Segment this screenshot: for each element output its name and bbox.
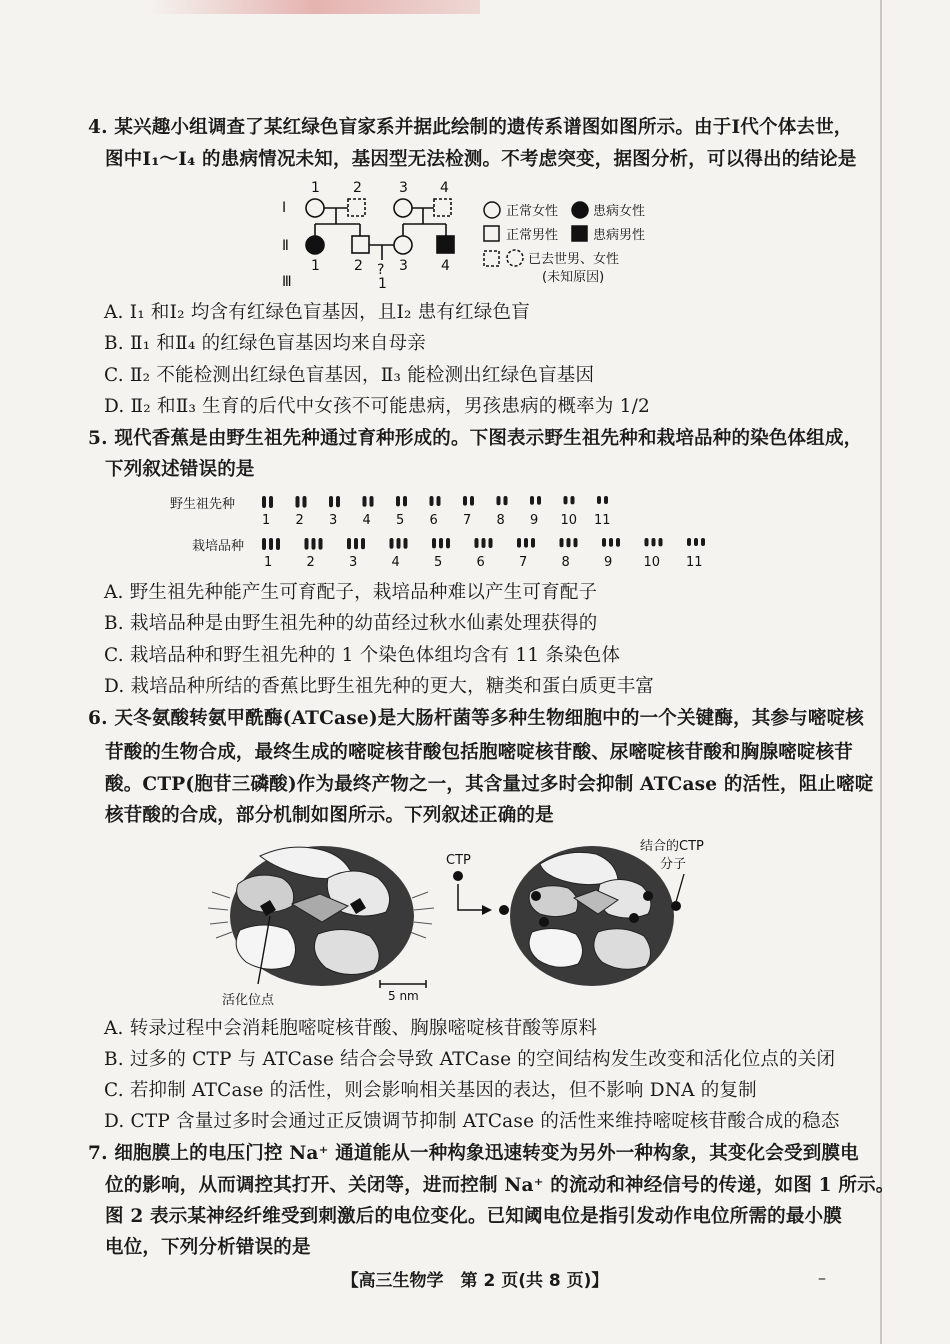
- gen1-ind3-deceased-female: [394, 199, 412, 217]
- cultivated-chromosome: [517, 538, 521, 548]
- q6-stem-line3: 酸。CTP(胞苷三磷酸)作为最终产物之一，其含量过多时会抑制 ATCase 的活性，阻止嘧啶: [105, 774, 874, 795]
- wild-chromosome-number: 3: [329, 513, 338, 528]
- cultivated-chromosome: [482, 538, 486, 548]
- ctp-molecule-icon: [453, 871, 463, 881]
- q6-option-a: A. 转录过程中会消耗胞嘧啶核苷酸、胸腺嘧啶核苷酸等原料: [104, 1018, 598, 1039]
- wild-chromosome-number: 10: [560, 513, 578, 528]
- wild-chromosome-number: 4: [362, 513, 371, 528]
- cultivated-chromosome-number: 8: [561, 555, 570, 570]
- wild-chromosome: [504, 496, 508, 505]
- gen1-num3: 3: [399, 180, 408, 196]
- bound-ctp-label-2: 分子: [660, 857, 687, 872]
- legend-deceased-note: (未知原因): [542, 270, 605, 285]
- gen2-ind4-affected-male: [437, 236, 454, 253]
- q6-stem-line1: 6. 天冬氨酸转氨甲酰酶(ATCase)是大肠杆菌等多种生物细胞中的一个关键酶，其参与嘧啶核: [88, 708, 864, 729]
- cultivated-chromosome: [560, 538, 564, 547]
- wild-chromosome: [262, 496, 266, 508]
- cultivated-chromosome: [645, 538, 649, 546]
- gen2-num3: 3: [399, 258, 408, 274]
- cultivated-chromosome: [602, 538, 606, 547]
- active-site-label: 活化位点: [222, 993, 275, 1008]
- cultivated-chromosome: [652, 538, 656, 546]
- wild-chromosome-number: 9: [530, 513, 539, 528]
- q5-option-d: D. 栽培品种所结的香蕉比野生祖先种的更大，糖类和蛋白质更丰富: [104, 676, 655, 697]
- q5-option-b: B. 栽培品种是由野生祖先种的幼苗经过秋水仙素处理获得的: [104, 613, 598, 634]
- cultivated-chromosome: [397, 538, 401, 549]
- legend-normal-female: 正常女性: [506, 204, 559, 219]
- wild-chromosome-number: 6: [429, 513, 438, 528]
- atcase-inhibited-structure: [499, 846, 681, 986]
- gen3-num1: 1: [378, 276, 387, 290]
- atcase-active-structure: [208, 846, 434, 986]
- legend-normal-male: 正常男性: [506, 228, 559, 243]
- cultivated-chromosome: [524, 538, 528, 548]
- cultivated-chromosome: [531, 538, 535, 548]
- q5-option-a: A. 野生祖先种能产生可育配子，栽培品种难以产生可育配子: [104, 582, 598, 603]
- wild-chromosome: [437, 496, 441, 506]
- page-edge: [880, 0, 882, 1344]
- wild-species-label: 野生祖先种: [170, 497, 236, 512]
- pedigree-chart: [270, 178, 690, 290]
- legend-affected-male-icon: [572, 226, 587, 241]
- cultivated-chromosome: [404, 538, 408, 549]
- cultivated-chromosome: [489, 538, 493, 548]
- cultivated-chromosome-number: 5: [434, 555, 443, 570]
- wild-chromosome: [430, 496, 434, 506]
- wild-chromosome: [303, 496, 307, 508]
- cultivated-chromosome: [609, 538, 613, 547]
- cultivated-chromosome: [574, 538, 578, 547]
- cultivated-chromosome: [390, 538, 394, 549]
- footer-dash: –: [818, 1268, 826, 1287]
- wild-chromosome-number: 11: [594, 513, 611, 528]
- cultivated-chromosome: [694, 538, 698, 546]
- wild-chromosome: [537, 496, 541, 505]
- cultivated-chromosome-number: 11: [686, 555, 703, 570]
- cultivated-chromosome: [616, 538, 620, 547]
- wild-chromosome: [571, 496, 575, 504]
- cultivated-chromosome: [432, 538, 436, 548]
- cultivated-chromosome: [567, 538, 571, 547]
- scale-bar-label: 5 nm: [388, 989, 419, 1003]
- q4-option-b: B. Ⅱ₁ 和Ⅱ₄ 的红绿色盲基因均来自母亲: [104, 333, 426, 354]
- gen2-ind1-affected-female: [306, 236, 324, 254]
- cultivated-chromosome-number: 10: [643, 555, 661, 570]
- wild-chromosome: [269, 496, 273, 508]
- wild-chromosome: [597, 496, 601, 504]
- wild-chromosome-number: 1: [262, 513, 271, 528]
- cultivated-chromosome: [475, 538, 479, 548]
- q5-option-c: C. 栽培品种和野生祖先种的 1 个染色体组均含有 11 条染色体: [104, 645, 621, 666]
- q6-stem-line4: 核苷酸的合成，部分机制如图所示。下列叙述正确的是: [105, 805, 554, 826]
- wild-chromosome-number: 2: [295, 513, 304, 528]
- gen2-num2: 2: [354, 258, 363, 274]
- q7-stem-line4: 电位，下列分析错误的是: [105, 1237, 311, 1258]
- cultivated-chromosome: [446, 538, 450, 548]
- wild-chromosome: [463, 496, 467, 506]
- cultivated-chromosome-number: 6: [476, 555, 485, 570]
- wild-chromosome-number: 8: [496, 513, 505, 528]
- legend-affected-female: 患病女性: [593, 204, 646, 219]
- wild-chromosome: [470, 496, 474, 506]
- cultivated-chromosome: [269, 538, 273, 550]
- cultivated-chromosome: [659, 538, 663, 546]
- gen3-unknown: ?: [377, 262, 385, 278]
- gen2-label: Ⅱ: [282, 238, 289, 254]
- legend-affected-male: 患病男性: [593, 228, 646, 243]
- gen2-ind3-normal-female: [394, 236, 412, 254]
- legend-deceased-female-icon: [507, 250, 523, 266]
- gen3-label: Ⅲ: [282, 274, 292, 290]
- cultivated-chromosome: [319, 538, 323, 550]
- legend-deceased-male-icon: [484, 251, 499, 266]
- q7-stem-line2: 位的影响，从而调控其打开、关闭等，进而控制 Na⁺ 的流动和神经信号的传递，如图 1 所示。: [105, 1175, 895, 1196]
- wild-chromosome: [370, 496, 374, 507]
- q5-stem-line1: 5. 现代香蕉是由野生祖先种通过育种形成的。下图表示野生祖先种和栽培品种的染色体组成，: [88, 428, 863, 449]
- legend-normal-female-icon: [484, 202, 500, 218]
- cultivated-chromosome: [687, 538, 691, 546]
- legend-deceased: 已去世男、女性: [528, 252, 620, 267]
- wild-chromosome: [296, 496, 300, 508]
- cultivated-chromosome: [701, 538, 705, 546]
- wild-chromosome: [403, 496, 407, 506]
- gen2-ind2-normal-male: [352, 236, 369, 253]
- gen1-num4: 4: [440, 180, 449, 196]
- wild-chromosome-number: 7: [463, 513, 472, 528]
- gen1-num2: 2: [353, 180, 362, 196]
- page-footer: 【高三生物学 第 2 页(共 8 页)】: [341, 1271, 609, 1291]
- wild-chromosome: [564, 496, 568, 504]
- header-stamp-smudge: [150, 0, 480, 14]
- gen1-num1: 1: [311, 180, 320, 196]
- bound-ctp-label-1: 结合的CTP: [640, 839, 704, 854]
- gen1-ind1-deceased-female: [306, 199, 324, 217]
- cultivated-chromosome: [305, 538, 309, 550]
- cultivated-chromosome: [262, 538, 266, 550]
- q7-stem-line3: 图 2 表示某神经纤维受到刺激后的电位变化。已知阈电位是指引发动作电位所需的最小膜: [105, 1206, 842, 1227]
- cultivated-chromosome: [276, 538, 280, 550]
- q4-option-c: C. Ⅱ₂ 不能检测出红绿色盲基因，Ⅱ₃ 能检测出红绿色盲基因: [104, 365, 595, 386]
- q4-stem-line1: 4. 某兴趣小组调查了某红绿色盲家系并据此绘制的遗传系谱图如图所示。由于Ⅰ代个体去世，: [88, 117, 853, 138]
- q6-stem-line2: 苷酸的生物合成，最终生成的嘧啶核苷酸包括胞嘧啶核苷酸、尿嘧啶核苷酸和胸腺嘧啶核苷: [105, 742, 854, 763]
- wild-chromosome: [363, 496, 367, 507]
- wild-chromosome-number: 5: [396, 513, 405, 528]
- wild-chromosome: [336, 496, 340, 507]
- cultivated-chromosome-number: 1: [264, 555, 273, 570]
- q4-stem-line2: 图中Ⅰ₁～Ⅰ₄ 的患病情况未知，基因型无法检测。不考虑突变，据图分析，可以得出的结论是: [105, 149, 857, 170]
- gen2-num1: 1: [311, 258, 320, 274]
- ctp-label: CTP: [446, 853, 471, 868]
- cultivated-label: 栽培品种: [192, 539, 245, 554]
- gen1-label: Ⅰ: [282, 200, 287, 216]
- cultivated-chromosome-number: 7: [519, 555, 528, 570]
- q6-option-b: B. 过多的 CTP 与 ATCase 结合会导致 ATCase 的空间结构发生改变和活化位点的关闭: [104, 1049, 836, 1070]
- cultivated-chromosome: [312, 538, 316, 550]
- cultivated-chromosome: [347, 538, 351, 549]
- wild-chromosome: [329, 496, 333, 507]
- karyotype-figure: [170, 488, 790, 578]
- cultivated-chromosome-number: 4: [391, 555, 400, 570]
- cultivated-chromosome-number: 2: [306, 555, 315, 570]
- cultivated-chromosome: [361, 538, 365, 549]
- q4-option-d: D. Ⅱ₂ 和Ⅱ₃ 生育的后代中女孩不可能患病，男孩患病的概率为 1/2: [104, 396, 651, 417]
- wild-chromosome: [396, 496, 400, 506]
- wild-chromosome: [497, 496, 501, 505]
- cultivated-chromosome-number: 3: [349, 555, 358, 570]
- cultivated-chromosome-number: 9: [604, 555, 613, 570]
- q6-option-c: C. 若抑制 ATCase 的活性，则会影响相关基因的表达，但不影响 DNA 的复制: [104, 1080, 757, 1101]
- q7-stem-line1: 7. 细胞膜上的电压门控 Na⁺ 通道能从一种构象迅速转变为另外一种构象，其变化会受到膜电: [88, 1143, 859, 1164]
- q5-stem-line2: 下列叙述错误的是: [105, 459, 255, 480]
- gen2-num4: 4: [441, 258, 450, 274]
- gen1-ind2-deceased-male: [348, 199, 365, 216]
- arrow-right-icon: [482, 905, 492, 915]
- atcase-figure: [200, 834, 720, 1010]
- cultivated-chromosome: [354, 538, 358, 549]
- legend-normal-male-icon: [484, 226, 499, 241]
- wild-chromosome: [530, 496, 534, 505]
- wild-chromosome: [604, 496, 608, 504]
- cultivated-chromosome: [439, 538, 443, 548]
- q6-option-d: D. CTP 含量过多时会通过正反馈调节抑制 ATCase 的活性来维持嘧啶核苷酸合成的稳态: [104, 1111, 840, 1132]
- q4-option-a: A. Ⅰ₁ 和Ⅰ₂ 均含有红绿色盲基因，且Ⅰ₂ 患有红绿色盲: [104, 302, 530, 323]
- legend-affected-female-icon: [572, 202, 588, 218]
- gen1-ind4-deceased-male: [434, 199, 451, 216]
